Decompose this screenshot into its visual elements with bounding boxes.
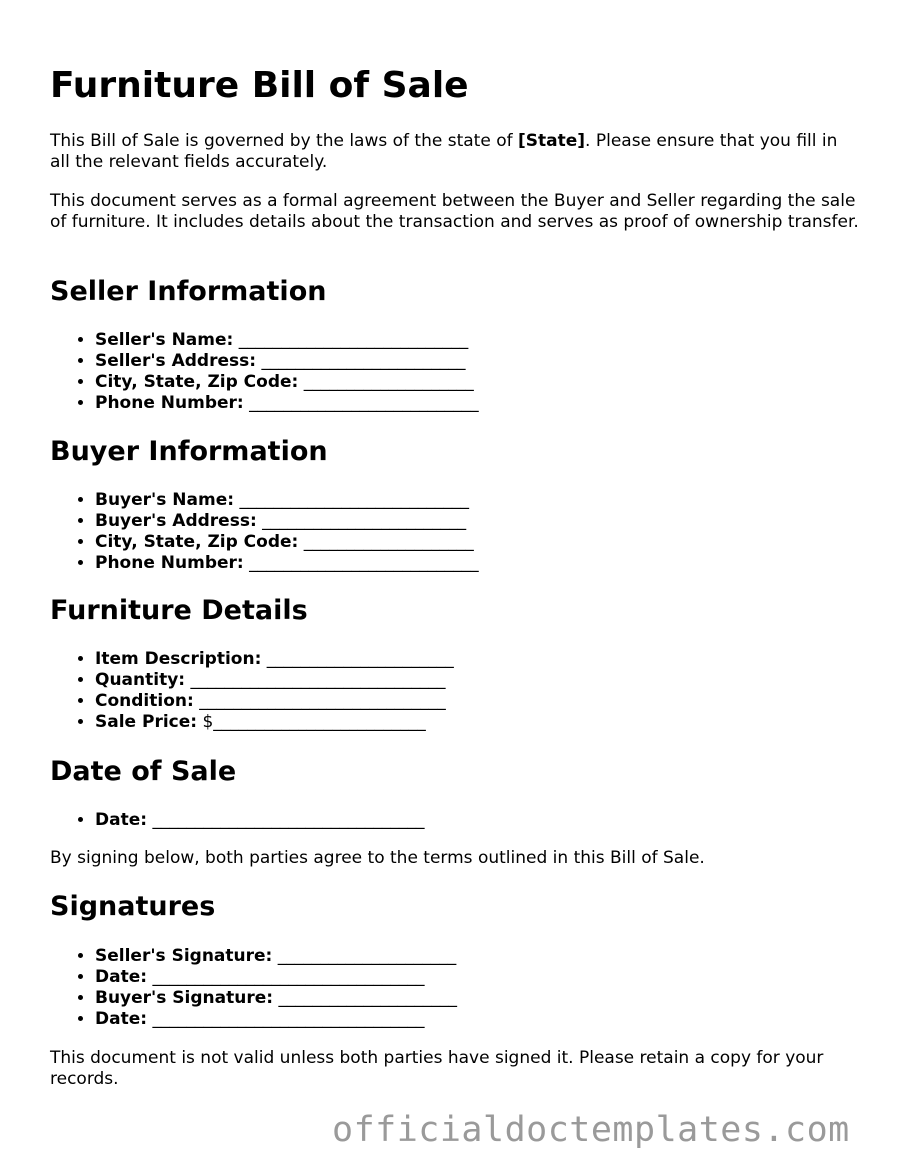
section-heading-seller: Seller Information — [50, 276, 327, 307]
section-heading-furniture: Furniture Details — [50, 595, 308, 626]
field-blank[interactable]: ______________________________ — [190, 670, 446, 690]
buyer-city-state-zip-field[interactable] — [95, 532, 905, 553]
field-blank[interactable]: ________________________________ — [152, 810, 425, 830]
field-blank[interactable]: ______________________ — [266, 649, 454, 669]
field-label: City, State, Zip Code: — [95, 532, 299, 552]
field-label: Date: — [95, 967, 148, 987]
field-blank[interactable]: _____________________ — [277, 946, 457, 966]
quantity-field[interactable] — [95, 670, 905, 691]
field-blank[interactable]: ___________________________ — [239, 490, 469, 510]
field-blank[interactable]: ___________________________ — [249, 553, 479, 573]
document-title: Furniture Bill of Sale — [50, 65, 469, 106]
field-blank[interactable]: _____________________________ — [199, 691, 446, 711]
field-blank[interactable]: ________________________________ — [152, 1009, 425, 1029]
field-label: Seller's Signature: — [95, 946, 273, 966]
field-label: Buyer's Name: — [95, 490, 235, 510]
seller-address-field[interactable] — [95, 351, 905, 372]
field-blank[interactable]: ________________________ — [262, 511, 467, 531]
intro-paragraph-purpose: This document serves as a formal agreement between the Buyer and Seller regarding the sale of furniture. It includes details about the transaction and serves as proof of ownership transfer. — [50, 191, 859, 232]
field-label: Seller's Name: — [95, 330, 234, 350]
buyer-fields-list — [50, 490, 905, 574]
field-label: Phone Number: — [95, 393, 244, 413]
date-of-sale-fields-list — [50, 810, 905, 831]
field-blank[interactable]: ___________________________ — [249, 393, 479, 413]
section-heading-buyer: Buyer Information — [50, 436, 328, 467]
item-description-field[interactable] — [95, 649, 905, 670]
intro-paragraph-governing-law — [50, 131, 860, 173]
seller-fields-list — [50, 330, 905, 414]
buyer-phone-field[interactable] — [95, 553, 905, 574]
section-heading-signatures: Signatures — [50, 891, 216, 922]
field-label: Item Description: — [95, 649, 262, 669]
sale-price-field[interactable] — [95, 712, 905, 733]
field-label: City, State, Zip Code: — [95, 372, 299, 392]
buyer-signature-date-field[interactable] — [95, 1009, 905, 1030]
field-blank[interactable]: ________________________ — [261, 351, 466, 371]
closing-notice: This document is not valid unless both parties have signed it. Please retain a copy for your records. — [50, 1048, 824, 1089]
buyer-address-field[interactable] — [95, 511, 905, 532]
field-blank[interactable]: ________________________________ — [152, 967, 425, 987]
field-label: Buyer's Signature: — [95, 988, 274, 1008]
intro-text-before-state: This Bill of Sale is governed by the laws of the state of — [50, 131, 518, 151]
sale-date-field[interactable] — [95, 810, 905, 831]
field-label: Seller's Address: — [95, 351, 257, 371]
seller-signature-date-field[interactable] — [95, 967, 905, 988]
field-blank[interactable]: ____________________ — [303, 532, 474, 552]
field-blank[interactable]: _____________________ — [278, 988, 457, 1008]
signature-fields-list — [50, 946, 905, 1030]
field-label: Date: — [95, 1009, 148, 1029]
section-heading-date-of-sale: Date of Sale — [50, 756, 237, 787]
field-label: Sale Price: — [95, 712, 198, 732]
field-blank[interactable]: ___________________________ — [238, 330, 469, 350]
field-label: Buyer's Address: — [95, 511, 257, 531]
agreement-statement: By signing below, both parties agree to the terms outlined in this Bill of Sale. — [50, 848, 705, 868]
furniture-fields-list — [50, 649, 905, 733]
field-label: Quantity: — [95, 670, 186, 690]
site-watermark: officialdoctemplates.com — [332, 1110, 850, 1150]
field-label: Date: — [95, 810, 148, 830]
field-label: Condition: — [95, 691, 194, 711]
seller-name-field[interactable] — [95, 330, 905, 351]
seller-signature-field[interactable] — [95, 946, 905, 967]
field-blank[interactable]: $_________________________ — [202, 712, 426, 732]
seller-phone-field[interactable] — [95, 393, 905, 414]
condition-field[interactable] — [95, 691, 905, 712]
field-blank[interactable]: ____________________ — [303, 372, 474, 392]
field-label: Phone Number: — [95, 553, 244, 573]
buyer-signature-field[interactable] — [95, 988, 905, 1009]
buyer-name-field[interactable] — [95, 490, 905, 511]
seller-city-state-zip-field[interactable] — [95, 372, 905, 393]
intro-text-after-state: . Please ensure that you fill in all the relevant fields accurately. — [50, 131, 838, 172]
state-placeholder: [State] — [518, 131, 586, 151]
